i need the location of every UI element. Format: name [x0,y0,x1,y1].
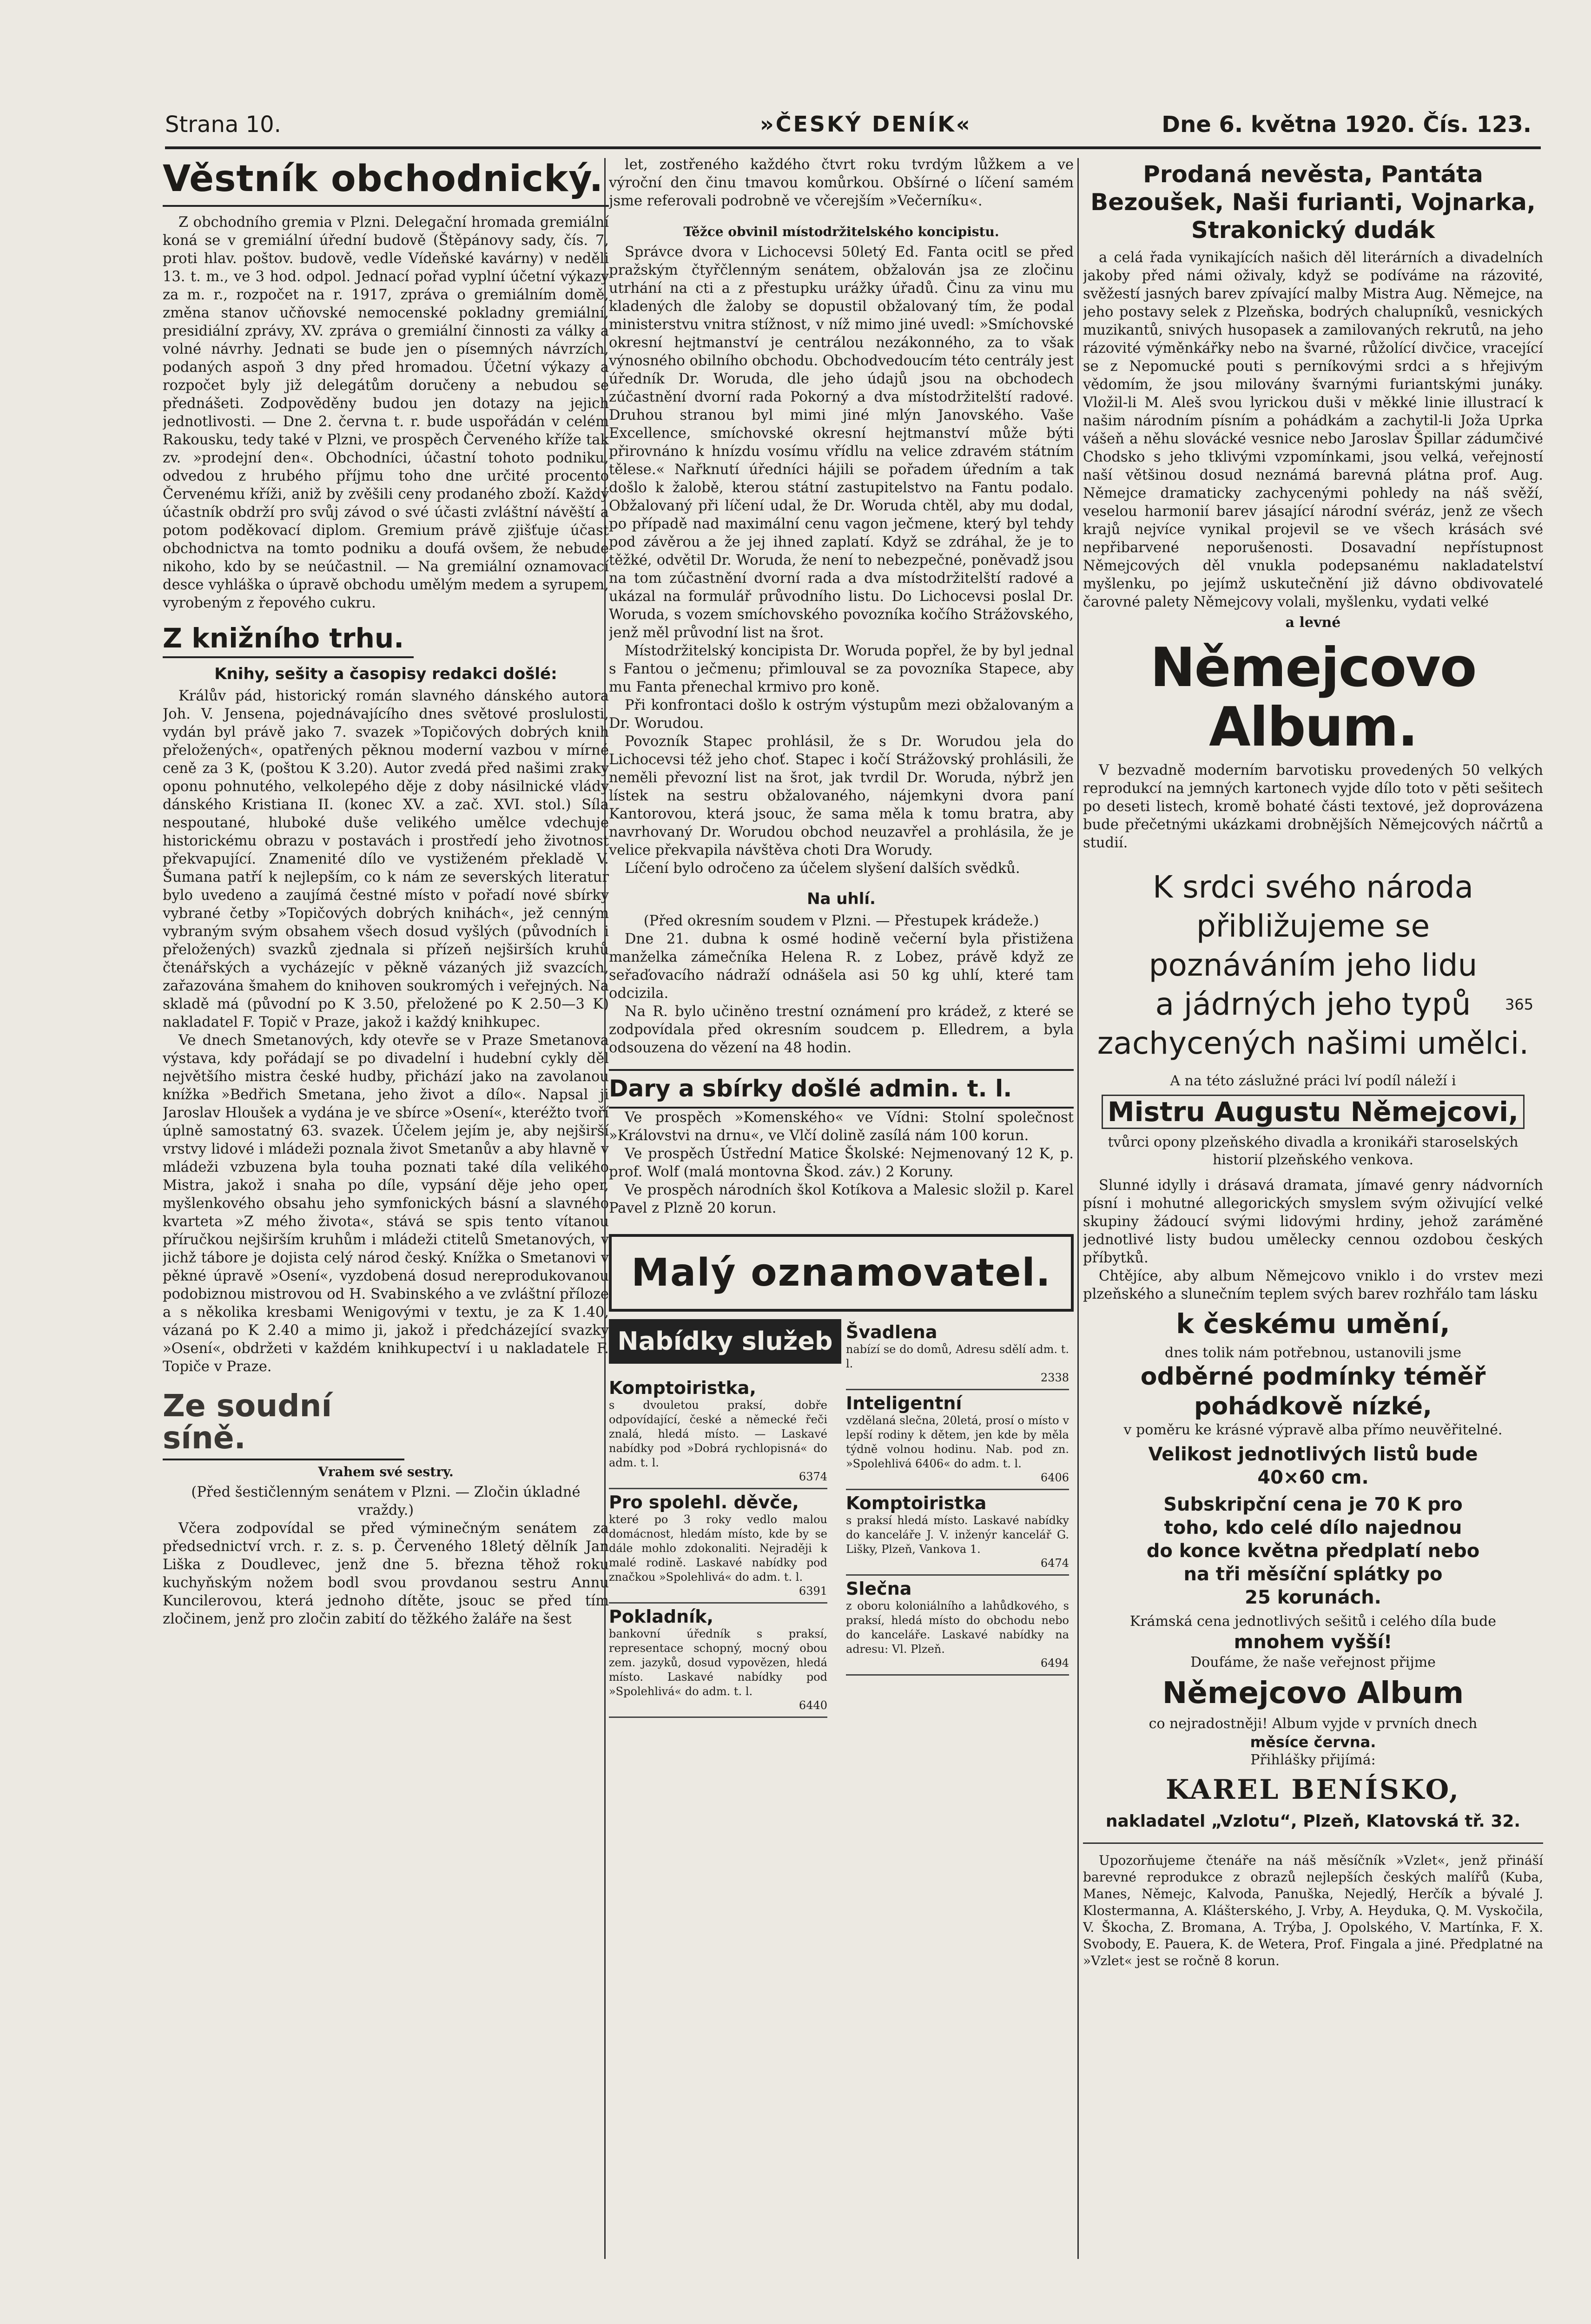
ad-text: z oboru koloniálního a lahůdkového, s praksí, hledá místo do obchodu nebo do kanceláře. Laskavé nabídky na adresu: Vl. Plzeň. [846,1599,1069,1656]
article-paragraph: Správce dvora v Lichocevsi 50letý Ed. Fanta ocitl se před pražským čtyřčlenným senátem, obžalován jsa ze zločinu utrhání na cti a z přestupku urážky úřadů. Činu za vinu mu kladených dle žaloby se dopustil obžalovaný tím, že podal ministerstvu vnitra stížnost, v níž mimo jiné uvedl: »Smíchovské okresní hejtmanství je centrálou nezákonného, za to však výnosného obilního obchodu. Obchodvedoucím této centrály jest úředník Dr. Woruda, dle jeho údajů jsou na obchodech zúčastnění dvorní rada Pokorný a dva místodržitelští radové. Druhou stranou byl mimi jiné mlýn Janovského. Vaše Excellence, smíchovské okresní hejtmanství může býti přirovnáno k hnízdu vosímu vřídlu na velice zdravém státním tělese.« Nařknutí úředníci hájili se pořadem úředním a tak došlo k žalobě, kterou státní zastupitelstvo na Fantu podalo. Obžalovaný při líčení udal, že Dr. Woruda chtěl, aby mu dodal, po případě nad maximální cenu vagon ječmene, který byl tehdy pod závěrou a že jej ihned zaplatí. Když se zdráhal, že je to těžké, odvětil Dr. Woruda, že není to nebezpečné, poněvadž jsou na tom zúčastnění dvorní rada a dva místodržitelští radové a ukázal na formulář průvodního listu. Do Lichocevsi poslal Dr. Woruda, s vozem smíchovského povozníka kočího Strážovského, jenž měl průvodní list na šrot. [609,244,1074,641]
ad-title: Inteligentní [846,1393,962,1413]
ad-title: Komptoiristka [846,1492,987,1513]
ads-column-left [609,1375,827,1718]
article-note: (Před okresním soudem v Plzni. — Přestupek krádeže.) [643,913,1039,929]
classified-ad [846,1319,1069,1390]
page-header [165,112,1541,149]
advert-line: tvůrci opony plzeňského divadla a kronikáři staroselských historií plzeňského venkova. [1108,1134,1518,1169]
section-title-dary: Dary a sbírky došlé admin. t. l. [609,1069,1074,1109]
ad-title: Pokladník, [609,1606,713,1627]
artist-name-text: Mistru Augustu Němejcovi, [1102,1095,1525,1129]
artist-name [1083,1095,1543,1129]
classified-ad [609,1489,827,1604]
album-title-2: Němejcovo Album [1162,1676,1464,1711]
ad-text: které po 3 roky vedlo malou domácnost, hledám místo, kde by se dále mohlo zdokonaliti. Nejraději k malé rodině. Laskavé nabídky pod značkou »Spolehlivá« do adm. t. l. [609,1512,827,1584]
advert-line: Doufáme, že naše veřejnost přijme [1190,1654,1436,1671]
article-paragraph: Z obchodního gremia v Plzni. Delegační hromada gremiální koná se v gremiální úřední budově (Štěpánovy sady, čís. 7, proti hlav. poštov. budově, vedle Vídeňské kavárny) v neděli 13. t. m., ve 3 hod. odpol. Jednací pořad vyplní účetní výkazy za m. r., rozpočet na r. 1917, zpráva o gremiálním domě, změna stanov učňovské nemocenské pokladny gremiální, presidiální zprávy, XV. zpráva o gremiální činnosti za války a volné návrhy. Jednati se bude jen o písemných návrzích, podaných aspoň 3 dny před hromadou. Účetní výkazy a rozpočet byly již delegátům doručeny a nebudou se přednášeti. Zodpověděny budou jen dotazy na jejich jednotlivosti. — Dne 2. června t. r. bude uspořádán v celém Rakousku, tedy také v Plzni, ve prospěch Červeného kříže tak zv. »prodejní den«. Obchodníci, účastní tohoto podniku, odvedou z hrubého příjmu toho dne určité procento Červenému kříži, aniž by zvěšili ceny prodaného zboží. Každý účastník obdrží pro svůj závod o své účasti zvláštní návěští a potom poděkovací diplom. Gremium právě zjišťuje účast obchodnictva na tomto podniku a doufá ovšem, že nebude nikoho, kdo by se neúčastnil. — Na gremiální oznamovací desce vyhláška o úpravě obchodu umělým medem a syrupem, vyrobeným z řepového cukru. [163,214,609,611]
advert-line: A na této záslužné práci lví podíl náleží i [1170,1073,1456,1089]
article-paragraph: Králův pád, historický román slavného dánského autora Joh. V. Jensena, pojednávajícího dnes světové proslulosti, vydán byl právě jako 7. svazek »Topičových dobrých knih přeložených«, opatřených pěknou moderní vazbou v mírné ceně za 3 K, (poštou K 3.20). Autor zvedá před našimi zraky oponu pohnutého, velkolepého děje z doby násilnické vlády dánského Kristiana II. (konec XV. a zač. XVI. stol.) Síla nespoutané, hluboké duše velikého umělce vdechuje historickému obrazu v postavách i prostředí jeho životnost překvapující. Znamenité dílo ve vystiženém překladě V. Šumana patří k nejlepším, co k nám ze severských literatur bylo uvedeno a zaujímá čestné místo v pořadí nové sbírky vybrané četby »Topičových dobrých knihách«, jež cenným vybraným svým obsahem všech dosud vyšlých (původních i přeložených) svazků zjednala si přízeň nejširších kruhů čtenářských a vycházejíc v pěkně vázaných již svazcích, zařazována šmahem do knihoven soukromých i veřejných. Na skladě má (původní po K 3.50, přeložené po K 2.50—3 K) nakladatel F. Topič v Praze, jakož i každý knihkupec. [163,687,609,1030]
advert-line: Krámská cena jednotlivých sešitů i celého díla bude [1129,1613,1497,1630]
advert-line: Přihlášky přijímá: [1250,1752,1376,1769]
section-title-knizni: Z knižního trhu. [163,624,414,658]
classifieds-category: Nabídky služeb [609,1319,841,1364]
ad-title: Pro spolehl. děvče, [609,1492,799,1512]
article-heading: Vrahem své sestry. [318,1464,454,1480]
advert-highlight: 40×60 cm. [1257,1467,1369,1489]
article-paragraph: Místodržitelský koncipista Dr. Woruda popřel, že by byl jednal s Fantou o ječmenu; přimlouval se za povozníka Stapece, aby mu Fanta přenechal krmivo pro koně. [609,643,1074,695]
ad-text: s praksí hledá místo. Laskavé nabídky do kanceláře J. V. inženýr kancelář G. Lišky, Plzeň, Vankova 1. [846,1513,1069,1556]
ad-number: 2338 [1040,1371,1069,1384]
price-line: na tři měsíční splátky po [1183,1564,1443,1585]
article-paragraph: Na R. bylo učiněno trestní oznámení pro krádež, z které se zodpovídala před okresním soudcem p. Elledrem, a byla odsouzena do vězení na 48 hodin. [609,1004,1074,1056]
classified-ad [846,1490,1069,1576]
ad-number: 6440 [799,1698,827,1712]
slogan-line: přibližujeme se [1196,908,1430,944]
ad-number: 6391 [799,1584,827,1598]
column-middle [609,156,1074,2261]
ad-title: Švadlena [846,1321,937,1342]
advert-highlight: Velikost jednotlivých listů bude [1148,1444,1478,1466]
ad-text: s dvouletou praksí, dobře odpovídající, české a německé řeči znalá, hledá místo. — Laskavé nabídky pod »Dobrá rychlopisná« do adm. t. l. [609,1398,827,1469]
ad-number: 6406 [1040,1471,1069,1484]
advert-line: a levné [1285,614,1341,631]
article-paragraph: Včera zodpovídal se před výminečným senátem za předsednictví vrch. r. z. s. p. Červeného 18letý dělník Jan Liška z Doudlevec, jenž dne 5. března těhož roku kuchyňským nožem bodl svou provdanou sestru Annu Kuncilerovou, která jednoho dítěte, jsouc se před tím zločinem, jenž pro zločin zabití do těžkého žaláře na šest [163,1520,609,1628]
ad-number: 6494 [1040,1656,1069,1670]
price-line: toho, kdo celé dílo najednou [1164,1517,1462,1539]
publisher-address: nakladatel „Vzlotu“, Plzeň, Klatovská tř. 32. [1105,1812,1521,1831]
slogan-line: a jádrných jeho typů [1155,986,1471,1023]
ad-number: 6474 [1040,1556,1069,1570]
masthead: »ČESKÝ DENÍK« [760,112,972,137]
advert-paragraph: Chtějíce, aby album Němejcovo vniklo i do vrstev mezi plzeňského a slunečním teplem svých barev rozhřálo tam lásku [1083,1268,1543,1303]
advert-highlight: odběrné podmínky téměř [1140,1363,1486,1391]
advert-paragraph: a celá řada vynikajících našich děl literárních a divadelních jakoby před námi oživaly, když se podíváme na rázovité, svěžestí jasných barev zpívající malby Mistra Aug. Němejce, na jeho postavy selek z Plzeňska, bodrých chalupníků, vesnických muzikantů, snivých husopasek a zamilovaných rekrutů, na jeho rázovité výměnkářky nebo na švarné, růžolící divčice, vracející se z Nepomucké pouti s perníkovými srdci a s hřejivým vědomím, že jsou milovány švarnými furiantskými junáky. Vložil-li M. Aleš svou lyrickou duši v měkké linie illustrací k našim národním písním a pohádkám a zachytil-li Joža Uprka vášeň a něhu slovácké vesnice nebo Jaroslav Špillar zádumčivé Chodsko s jeho tklivými vzpomínkami, jsou velká, veřejností naší většinou dosud neznámá barevná plátna prof. Aug. Němejce dramaticky zachycenými pohledy na náš svěží, veselou harmonií barev jásající národní svéráz, jenž ze všech krajů nejvíce vynikal projevil se ve všech krásách své nepřibarvené neporušenosti. Dosavadní nepřístupnost Němejcových děl vnukla podepsanému nakladatelství myšlenku, po jejímž uskutečnění již dávno obdivovatelé čarovné palety Němejcovy volali, myšlenku, vydati velké [1083,250,1543,610]
advert-headline: Prodaná nevěsta, Pantáta Bezoušek, Naši furianti, Vojnarka, Strakonický dudák [1090,161,1536,244]
album-title: Němejcovo Album. [1150,636,1476,759]
slogan-line: poznáváním jeho lidu [1149,947,1478,984]
ad-title: Komptoiristka, [609,1377,756,1398]
issue-date: Dne 6. května 1920. Čís. 123. [1162,112,1532,138]
article-paragraph: Ve dnech Smetanových, kdy otevře se v Praze Smetanova výstava, kdy pořádají se po divadelní i hudební cykly děl největšího mistra české hudby, přichází jako na zavolanou knížka »Bedřich Smetana, jeho život a dílo«. Napsal ji Jaroslav Hloušek a vydána je ve sbírce »Osení«, kteréžto tvoří úplně samostatný 63. svazek. Účelem jejím je, aby nejširší vrstvy lidové i mládeži poznala život Smetanův a aby hlavně v mládeži vzbuzena byla touha poznati také díla velikého Mistra, jakož i snaha po díle, vypsání děje jeho oper, myšlenkového obsahu jeho symfonických básní a slavného kvarteta »Z mého života«, stává se spis tento vítanou příručkou nejširším kruhům i mládeži ctitelů Smetanových, v jichž tábore je dojista celý národ český. Knížka o Smetanovi v pěkné úpravě »Osení«, vyzdobená dosud nereprodukovanou podobiznou mistrovou od H. Svabinského a ve zvláštní příloze a s několika kresbami Wenigovými v textu, je za K 1.40, vázaná po K 2.40 a mimo ji, jakož i předcházející svazky »Osení«, obdržeti v každém knihkupectví i u nakladatele F. Topiče v Praze. [163,1032,609,1375]
article-heading: Na uhlí. [807,890,876,908]
classified-ad [846,1390,1069,1490]
ad-text: vzdělaná slečna, 20letá, prosí o místo v lepší rodiny k dětem, jen kde by měla týdně volnou hodinu. Nab. pod zn. »Spolehlivá 6406« do adm. t. l. [846,1413,1069,1470]
advert-paragraph: V bezvadně moderním barvotisku provedených 50 velkých reprodukcí na jemných kartonech vyjde dílo toto v pěti sešitech po deseti listech, kromě bohaté části textové, jež doprovázena bude přečetnými ukázkami drobnějších Němejcových náčrtů a studií. [1083,762,1543,852]
column-left [163,156,609,2261]
section-title-vestnik: Věstník obchodnický. [163,156,609,207]
column-divider [1077,158,1079,2259]
article-heading: Těžce obvinil místodržitelského koncipistu. [683,224,999,239]
page-number: Strana 10. [165,112,281,138]
classifieds-title: Malý oznamovatel. [609,1234,1074,1312]
price-line: do konce května předplatí nebo [1146,1540,1480,1562]
section-title-soudni: Ze soudní síně. [163,1390,404,1461]
publisher-name: KAREL BENÍSKO, [1166,1774,1460,1806]
subheading: Knihy, sešity a časopisy redakci došlé: [214,664,557,683]
article-note: (Před šestičlenným senátem v Plzni. — Zločin úkladné vraždy.) [191,1484,581,1519]
price-line: 25 korunách. [1245,1587,1381,1609]
ads-column-right [846,1319,1069,1676]
advert-paragraph: Slunné idylly i drásavá dramata, jímavé genry nádvorních písní i mohutné allegorických smyslem svým oživující velké skupiny žádoucí svými lidovými hrdiny, jehož zaráměné jednotlivé listy budou umělecky cennou ozdobou českých příbytků. [1083,1177,1543,1267]
advert-line: v poměru ke krásné výpravě alba přímo neuvěřitelné. [1123,1422,1503,1439]
classified-ads [609,1319,1074,1854]
column-right-advert [1083,156,1543,2261]
ad-title: Slečna [846,1578,912,1599]
article-paragraph: Při konfrontaci došlo k ostrým výstupům mezi obžalovaným a Dr. Worudou. [609,697,1074,732]
advert-highlight: pohádkově nízké, [1194,1393,1432,1421]
article-paragraph: Ve prospěch »Komenského« ve Vídni: Stolní společnost »Královstvi na drnu«, ve Vlčí dolině zasílá nám 100 korun. [609,1109,1074,1144]
ad-text: bankovní úředník s praksí, representace schopný, mocný obou zem. jazyků, dosud vypovězen, hledá místo. Laskavé nabídky pod »Spolehlivá« do adm. t. l. [609,1627,827,1698]
price-line: Subskripční cena je 70 K pro [1163,1494,1463,1516]
slogan-line: K srdci svého národa [1152,869,1474,905]
advert-highlight: k českému umění, [1176,1308,1450,1340]
advert-highlight: měsíce června. [1250,1733,1376,1751]
classified-ad [609,1604,827,1718]
advert-footnote: Upozorňujeme čtenáře na náš měsíčník »Vzlet«, jenž přináší barevné reprodukce z obrazů nejlepších českých malířů (Kuba, Manes, Němejc, Kalvoda, Panuška, Nejedlý, Herčík a bývalé J. Klostermanna, A. Klášterského, J. Vrby, A. Heyduka, Q. M. Vyskočila, V. Škocha, Z. Bromana, A. Trýba, J. Opolského, V. Martínka, F. X. Svobody, E. Pauera, K. de Wetera, Prof. Fingala a jiné. Předplatné na »Vzlet« jest se ročně 8 korun. [1083,1842,1543,1969]
article-paragraph: Líčení bylo odročeno za účelem slyšení dalších svědků. [625,860,1020,877]
classified-ad [846,1576,1069,1676]
article-paragraph: Dne 21. dubna k osmé hodině večerní byla přistižena manželka zámečníka Helena R. z Lobez, právě když ze seřaďovacího nádraží odnášela asi 50 kg uhlí, které tam odcizila. [609,931,1074,1002]
article-paragraph: Ve prospěch Ústřední Matice Školské: Nejmenovaný 12 K, p. prof. Wolf (malá montovna Škod. záv.) 2 Koruny. [609,1145,1074,1180]
article-paragraph: Povozník Stapec prohlásil, že s Dr. Worudou jela do Lichocevsi též jeho choť. Stapec i kočí Strážovský prohlásili, že neměli převozní list na šrot, jak tvrdil Dr. Woruda, nýbrž jen lístek na sestru obžalovaného, nájemkyni dvora paní Kantorovou, která jsouc, že sama měla k tomu bratra, aby navrhovaný Dr. Worudou obchod neuzavřel a prohlásila, že je velice překvapila návštěva choti Dra Worudy. [609,733,1074,858]
article-paragraph: Ve prospěch národních škol Kotíkova a Malesic složil p. Karel Pavel z Plzně 20 korun. [609,1182,1074,1216]
slogan-line: zachycených našimi umělci. [1097,1025,1529,1062]
ad-text: nabízí se do domů, Adresu sdělí adm. t. l. [846,1342,1069,1370]
article-paragraph: let, zostřeného každého čtvrt roku tvrdým lůžkem a ve výroční den činu tmavou komůrkou. Obšírné o líčení samém jsme referovali podrobně ve včerejším »Večerníku«. [609,157,1074,209]
ad-number: 6374 [799,1470,827,1483]
advert-highlight: mnohem vyšší! [1234,1631,1393,1653]
classified-ad [609,1375,827,1489]
advert-line: dnes tolik nám potřebnou, ustanovili jsme [1164,1345,1462,1361]
slogan-block [1083,868,1543,1063]
side-number: 365 [1505,996,1534,1013]
advert-line: co nejradostněji! Album vyjde v prvních dnech [1149,1716,1478,1732]
